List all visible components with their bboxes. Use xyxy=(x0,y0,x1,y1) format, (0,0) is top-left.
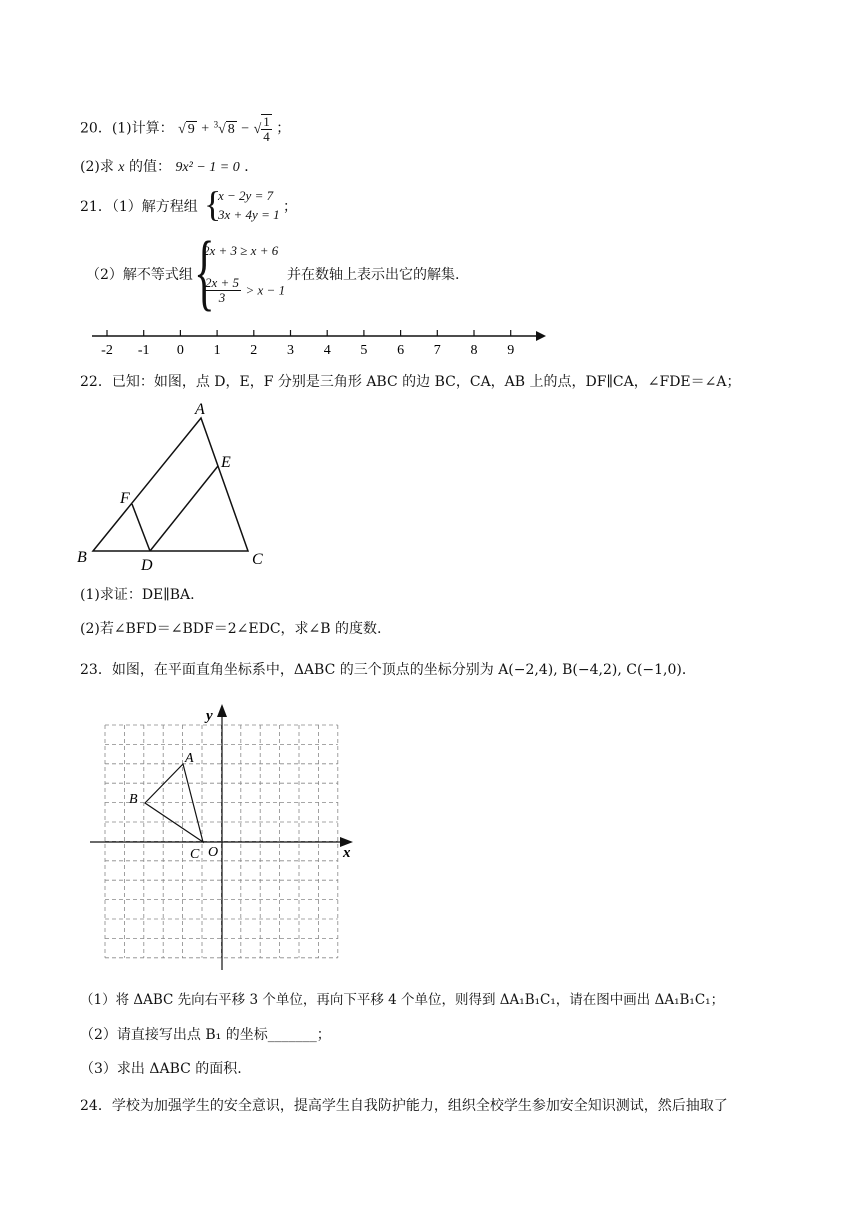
axis-y-label: y xyxy=(206,708,213,724)
axis-x-label: x xyxy=(343,845,351,861)
numberline-label: 9 xyxy=(507,343,515,358)
numberline-label: 4 xyxy=(323,343,331,358)
numberline-label: -1 xyxy=(137,343,150,358)
q21-brace-1: { xyxy=(204,184,222,224)
q23-part2: （2）请直接写出点 B₁ 的坐标_______； xyxy=(80,1027,331,1043)
q20-cbrt-8: $^3$√ 8 xyxy=(213,119,235,137)
q22-stem: 22．已知：如图，点 D，E，F 分别是三角形 ABC 的边 BC，CA，AB 上的点，DF∥CA，∠FDE＝∠A； xyxy=(80,374,741,390)
q21-ineq2: $\frac{2x + 5}{3}$ > x − 1 xyxy=(205,275,286,305)
point-C-label: C xyxy=(190,847,200,862)
q23-part3: （3）求出 ΔABC 的面积. xyxy=(80,1061,242,1077)
label-D: D xyxy=(141,557,153,574)
origin-label: O xyxy=(208,845,219,860)
q21-ineq1: 2x + 3 ≥ x + 6 xyxy=(203,243,279,258)
label-A: A xyxy=(195,401,205,418)
q23-coordinate-grid xyxy=(88,700,363,972)
numberline-label: 1 xyxy=(213,343,221,358)
q24-stem: 24．学校为加强学生的安全意识，提高学生自我防护能力，组织全校学生参加安全知识测试，然后抽取了 xyxy=(80,1098,728,1114)
numberline-label: 6 xyxy=(397,343,405,358)
q21-p1-prefix: 21．（1）解方程组 xyxy=(80,199,198,215)
numberline-label: -2 xyxy=(101,343,113,358)
q22-triangle-figure xyxy=(75,396,280,574)
q20-line1-prefix: 20．(1)计算： xyxy=(80,120,174,137)
label-F: F xyxy=(120,490,130,507)
q20-sqrt-frac: √ $\frac{1}{4}$ xyxy=(253,114,270,145)
label-B: B xyxy=(77,549,87,566)
label-C: C xyxy=(252,551,263,568)
q21-eq1: x − 2y = 7 xyxy=(218,188,274,203)
label-E: E xyxy=(221,454,231,471)
q21-p2-prefix: （2）解不等式组 xyxy=(86,267,193,283)
number-line xyxy=(88,326,558,360)
q22-part1: (1)求证：DE∥BA. xyxy=(80,587,195,603)
q22-part2: (2)若∠BFD＝∠BDF＝2∠EDC，求∠B 的度数. xyxy=(80,621,382,637)
q23-part1: （1）将 ΔABC 先向右平移 3 个单位，再向下平移 4 个单位，则得到 ΔA₁B₁C₁，请在图中画出 ΔA₁B₁C₁； xyxy=(80,992,725,1008)
q21-brace-2: { xyxy=(194,223,215,319)
q20-line2: (2)求 x 的值： 9x² − 1 = 0 ． xyxy=(80,159,259,175)
q21-p2-suffix: 并在数轴上表示出它的解集. xyxy=(287,267,460,283)
q20-line1: 20．(1)计算： √ 9 + $^3$√ 8 − √ $\frac{1}{4}$ ； xyxy=(80,114,291,145)
numberline-label: 5 xyxy=(360,343,368,358)
q23-stem: 23．如图，在平面直角坐标系中，ΔABC 的三个顶点的坐标分别为 A(−2,4), B(−4,2), C(−1,0)． xyxy=(80,662,696,678)
q21-eq2: 3x + 4y = 1 xyxy=(218,207,280,222)
numberline-label: 3 xyxy=(287,343,294,358)
point-A-label: A xyxy=(185,751,194,766)
numberline-label: 2 xyxy=(250,343,258,358)
numberline-label: 8 xyxy=(470,343,478,358)
numberline-label: 7 xyxy=(433,343,441,358)
q20-sqrt-9: √ 9 xyxy=(178,121,195,137)
q20-equation: 9x² − 1 = 0 xyxy=(175,160,240,175)
numberline-label: 0 xyxy=(176,343,184,358)
point-B-label: B xyxy=(129,792,138,807)
